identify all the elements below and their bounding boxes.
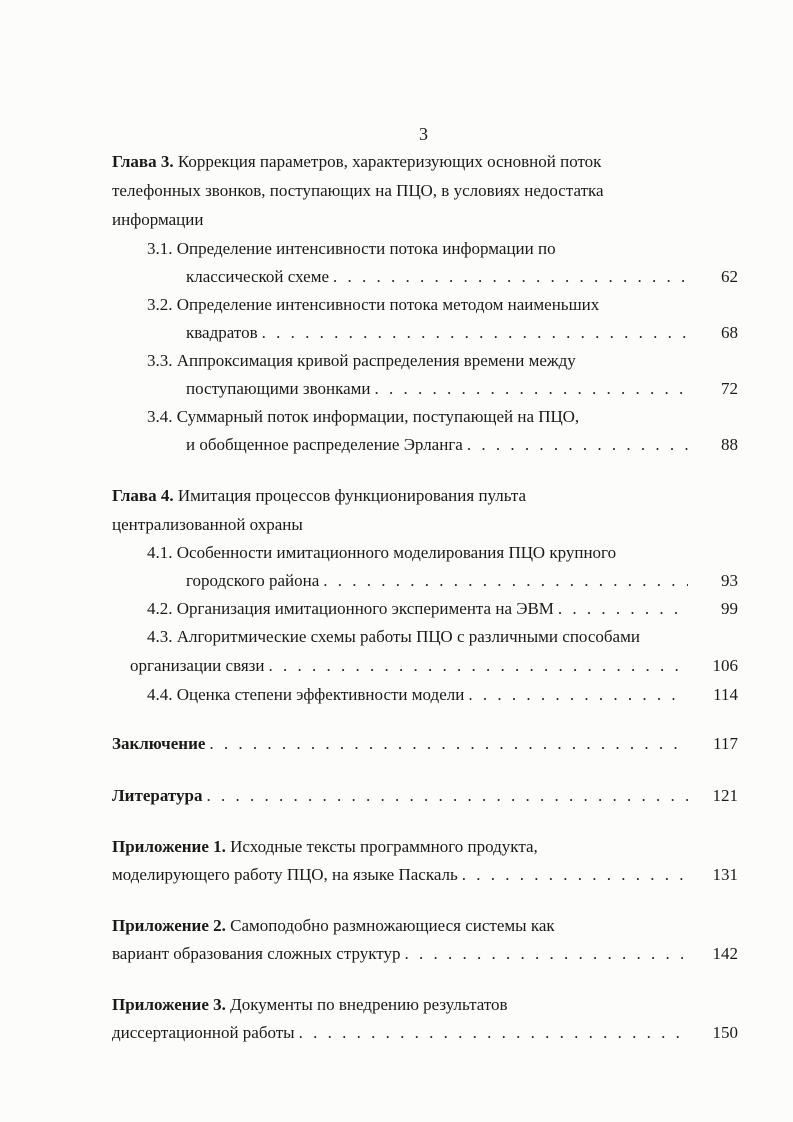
toc-conclusion xyxy=(112,733,692,755)
chapter-4-title-line-1: Имитация процессов функционирования пульта xyxy=(177,486,527,505)
chapter-4-heading xyxy=(112,485,526,507)
page-number: 3 xyxy=(419,124,428,144)
toc-3-3-text: поступающими звонками xyxy=(186,379,371,398)
leader-dots xyxy=(262,322,688,344)
appendix-2-heading xyxy=(112,915,555,937)
appendix-2-line-1: Самоподобно размножающиеся системы как xyxy=(230,916,555,935)
toc-4-1-page: 93 xyxy=(721,571,738,590)
toc-3-1-line-1: 3.1. Определение интенсивности потока информации по xyxy=(147,239,556,258)
literature-label: Литература xyxy=(112,786,203,805)
leader-dots xyxy=(209,733,688,755)
toc-3-2-line-1: 3.2. Определение интенсивности потока методом наименьших xyxy=(147,295,600,314)
toc-4-2 xyxy=(147,598,692,620)
appendix-2-page: 142 xyxy=(712,944,738,963)
chapter-3-title-line-3: информации xyxy=(112,210,204,229)
conclusion-label: Заключение xyxy=(112,734,206,753)
appendix-3-text: диссертационной работы xyxy=(112,1023,295,1042)
toc-3-2-line-2 xyxy=(186,322,692,344)
leader-dots xyxy=(333,266,688,288)
toc-3-4-page: 88 xyxy=(721,435,738,454)
toc-3-1-text: классической схеме xyxy=(186,267,330,286)
toc-3-1-page: 62 xyxy=(721,267,738,286)
toc-4-4 xyxy=(147,684,682,706)
chapter-3-title-line-2: телефонных звонков, поступающих на ПЦО, в условиях недостатка xyxy=(112,181,604,200)
chapter-3-label: Глава 3. xyxy=(112,152,174,171)
leader-dots xyxy=(375,378,688,400)
toc-4-1-text: городского района xyxy=(186,571,320,590)
toc-4-1-line-2 xyxy=(186,570,692,592)
leader-dots xyxy=(467,434,688,456)
leader-dots xyxy=(269,655,679,677)
toc-literature xyxy=(112,785,692,807)
appendix-1-label: Приложение 1. xyxy=(112,837,226,856)
conclusion-page: 117 xyxy=(713,734,738,753)
toc-3-4-line-2 xyxy=(186,434,692,456)
toc-4-4-text: 4.4. Оценка степени эффективности модели xyxy=(147,685,465,704)
leader-dots xyxy=(405,943,683,965)
toc-3-3-line-2 xyxy=(186,378,692,400)
appendix-1-page: 131 xyxy=(712,865,738,884)
toc-4-4-page: 114 xyxy=(713,685,738,704)
appendix-1-line-1: Исходные тексты программного продукта, xyxy=(230,837,538,856)
toc-4-3-text: организации связи xyxy=(130,656,265,675)
chapter-4-label: Глава 4. xyxy=(112,486,174,505)
literature-page: 121 xyxy=(712,786,738,805)
appendix-1-line-2 xyxy=(112,864,692,886)
appendix-2-text: вариант образования сложных структур xyxy=(112,944,401,963)
appendix-3-label: Приложение 3. xyxy=(112,995,226,1014)
leader-dots xyxy=(558,598,688,620)
toc-3-3-page: 72 xyxy=(721,379,738,398)
toc-4-1-line-1: 4.1. Особенности имитационного моделирования ПЦО крупного xyxy=(147,543,617,562)
toc-4-2-text: 4.2. Организация имитационного эксперимента на ЭВМ xyxy=(147,599,554,618)
chapter-3-heading xyxy=(112,151,601,173)
appendix-3-line-2 xyxy=(112,1022,692,1044)
appendix-3-heading xyxy=(112,994,508,1016)
appendix-2-line-2 xyxy=(112,943,687,965)
toc-3-4-text: и обобщенное распределение Эрланга xyxy=(186,435,463,454)
leader-dots xyxy=(462,864,688,886)
appendix-2-label: Приложение 2. xyxy=(112,916,226,935)
toc-4-3-page: 106 xyxy=(712,656,738,675)
leader-dots xyxy=(323,570,688,592)
toc-4-2-page: 99 xyxy=(721,599,738,618)
toc-4-3-line-2 xyxy=(130,655,682,677)
chapter-4-title-line-2: централизованной охраны xyxy=(112,515,303,534)
toc-3-4-line-1: 3.4. Суммарный поток информации, поступающей на ПЦО, xyxy=(147,407,580,426)
toc-3-2-page: 68 xyxy=(721,323,738,342)
leader-dots xyxy=(206,785,688,807)
appendix-3-line-1: Документы по внедрению результатов xyxy=(230,995,508,1014)
leader-dots xyxy=(468,684,678,706)
toc-3-3-line-1: 3.3. Аппроксимация кривой распределения времени между xyxy=(147,351,576,370)
appendix-1-heading xyxy=(112,836,538,858)
toc-3-1-line-2 xyxy=(186,266,692,288)
toc-4-3-line-1: 4.3. Алгоритмические схемы работы ПЦО с различными способами xyxy=(147,627,640,646)
leader-dots xyxy=(299,1022,688,1044)
toc-3-2-text: квадратов xyxy=(186,323,258,342)
appendix-3-page: 150 xyxy=(712,1023,738,1042)
chapter-3-title-line-1: Коррекция параметров, характеризующих основной поток xyxy=(177,152,602,171)
appendix-1-text: моделирующего работу ПЦО, на языке Паскаль xyxy=(112,865,458,884)
